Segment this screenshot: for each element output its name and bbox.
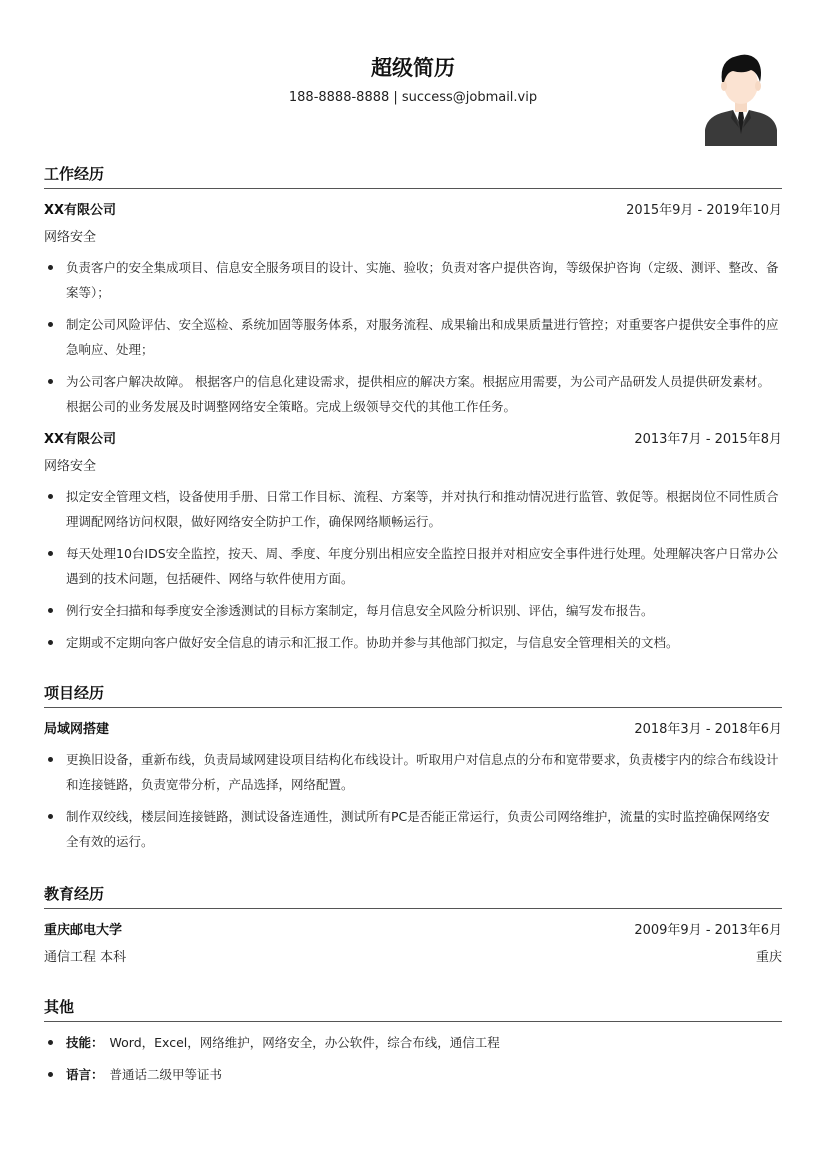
skill-value: Word，Excel，网络维护，网络安全，办公软件，综合布线，通信工程 (109, 1035, 500, 1050)
list-item: 定期或不定期向客户做好安全信息的请示和汇报工作。协助并参与其他部门拟定，与信息安全管理相关的文档。 (44, 630, 782, 655)
job-header (44, 197, 782, 224)
city: 重庆 (755, 950, 782, 965)
job-dates: 2015年9月 - 2019年10月 (626, 203, 782, 218)
project-header (44, 716, 782, 743)
role-title: 网络安全 (44, 459, 97, 474)
list-item: 每天处理10台IDS安全监控，按天、周、季度、年度分别出相应安全监控日报并对相应安全事件进行处理。处理解决客户日常办公遇到的技术问题，包括硬件、网络与软件使用方面。 (44, 541, 782, 591)
skill-label: 技能： (66, 1035, 104, 1050)
list-item (44, 1030, 782, 1055)
project-section (44, 679, 782, 861)
contact-info: 188-8888-8888 | success@jobmail.vip (288, 90, 538, 105)
job-dates: 2013年7月 - 2015年8月 (634, 432, 782, 447)
avatar (703, 44, 779, 146)
other-section (44, 993, 782, 1094)
job-2 (44, 426, 782, 655)
role-title: 网络安全 (44, 230, 97, 245)
job-role (44, 224, 782, 251)
job-bullets (44, 484, 782, 655)
page-title: 超级简历 (371, 56, 455, 80)
section-title-other: 其他 (44, 993, 782, 1022)
job-header (44, 426, 782, 453)
school-name: 重庆邮电大学 (44, 923, 123, 938)
project-bullets (44, 747, 782, 854)
language-label: 语言： (66, 1067, 104, 1082)
list-item: 制作双绞线，楼层间连接链路，测试设备连通性，测试所有PC是否能正常运行，负责公司网络维护，流量的实时监控确保网络安全有效的运行。 (44, 804, 782, 854)
section-title-education: 教育经历 (44, 880, 782, 909)
list-item: 拟定安全管理文档，设备使用手册、日常工作目标、流程、方案等，并对执行和推动情况进行监管、敦促等。根据岗位不同性质合理调配网络访问权限，做好网络安全防护工作，确保网络顺畅运行。 (44, 484, 782, 534)
job-bullets (44, 255, 782, 419)
education-dates: 2009年9月 - 2013年6月 (634, 923, 782, 938)
section-title-project: 项目经历 (44, 679, 782, 708)
major: 通信工程 本科 (44, 950, 127, 965)
education-section (44, 880, 782, 971)
work-section (44, 160, 782, 662)
list-item: 例行安全扫描和每季度安全渗透测试的目标方案制定，每月信息安全风险分析识别、评估，编写发布报告。 (44, 598, 782, 623)
company-name: XX有限公司 (44, 432, 117, 447)
education-detail (44, 944, 782, 971)
language-value: 普通话二级甲等证书 (109, 1067, 223, 1082)
company-name: XX有限公司 (44, 203, 117, 218)
job-role (44, 453, 782, 480)
project-name: 局域网搭建 (44, 722, 110, 737)
list-item: 更换旧设备，重新布线，负责局域网建设项目结构化布线设计。听取用户对信息点的分布和宽带要求，负责楼宇内的综合布线设计和连接链路，负责宽带分析，产品选择，网络配置。 (44, 747, 782, 797)
other-list (44, 1030, 782, 1087)
section-title-work: 工作经历 (44, 160, 782, 189)
job-1 (44, 197, 782, 419)
project-dates: 2018年3月 - 2018年6月 (634, 722, 782, 737)
list-item: 为公司客户解决故障。 根据客户的信息化建设需求，提供相应的解决方案。根据应用需要，为公司产品研发人员提供研发素材。根据公司的业务发展及时调整网络安全策略。完成上级领导交代的其他工作任务。 (44, 369, 782, 419)
list-item (44, 1062, 782, 1087)
list-item: 负责客户的安全集成项目、信息安全服务项目的设计、实施、验收；负责对客户提供咨询，等级保护咨询（定级、测评、整改、备案等）； (44, 255, 782, 305)
education-header (44, 917, 782, 944)
list-item: 制定公司风险评估、安全巡检、系统加固等服务体系，对服务流程、成果输出和成果质量进行管控；对重要客户提供安全事件的应急响应、处理； (44, 312, 782, 362)
